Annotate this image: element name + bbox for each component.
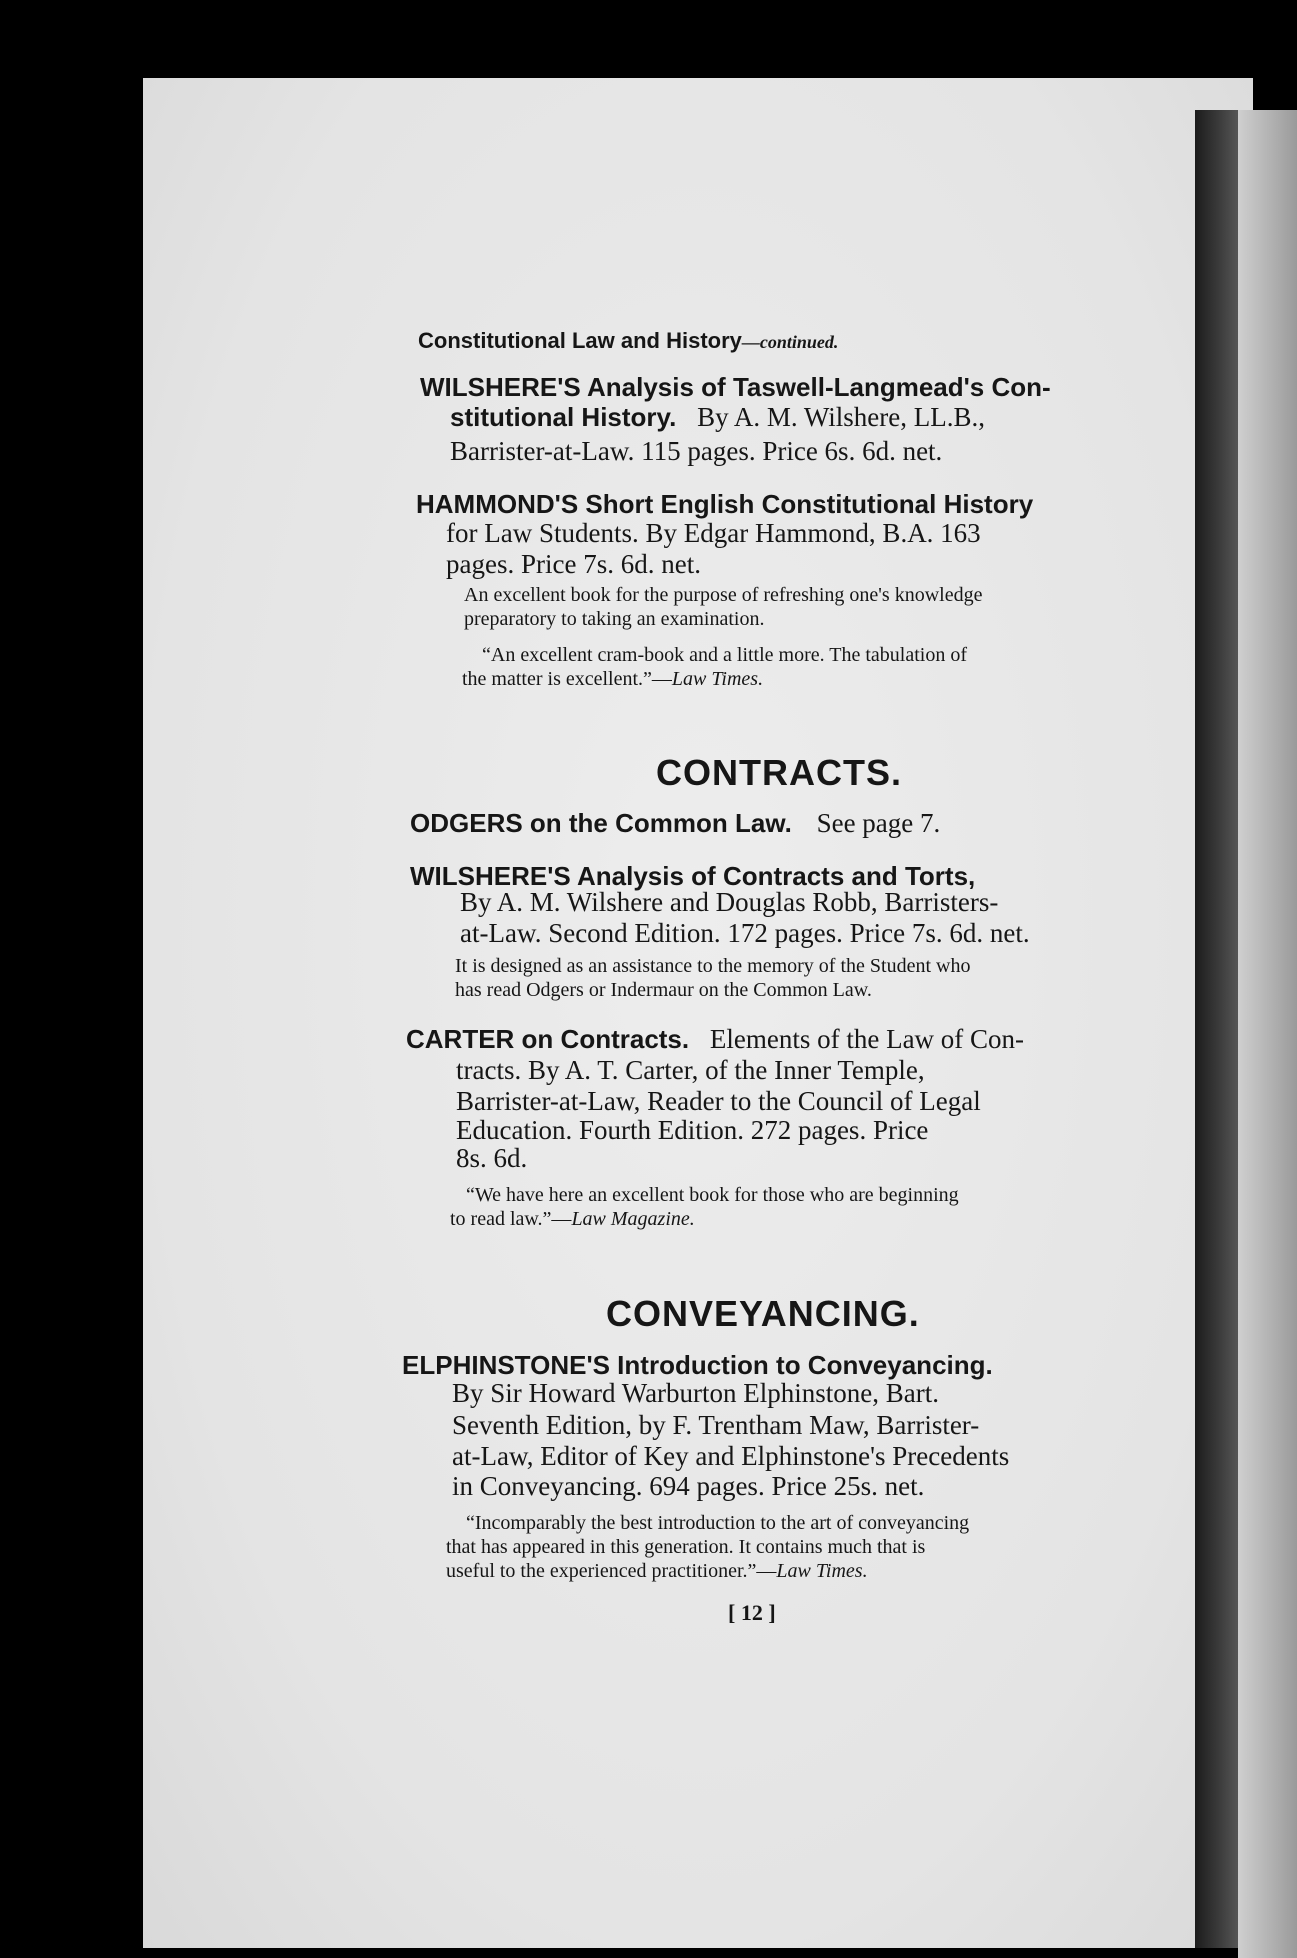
section-heading-conveyancing: CONVEYANCING.: [606, 1293, 920, 1334]
entry-line: Barrister-at-Law. 115 pages. Price 6s. 6d. net.: [450, 436, 943, 466]
entry-line: By Sir Howard Warburton Elphinstone, Bart.: [452, 1378, 940, 1408]
entry-line: Education. Fourth Edition. 272 pages. Price: [456, 1115, 929, 1145]
entry-line: By A. M. Wilshere and Douglas Robb, Barristers-: [460, 887, 999, 917]
review-source: Law Magazine.: [571, 1208, 695, 1230]
entry-line: CARTER on Contracts. Elements of the Law of Con-: [406, 1024, 1025, 1054]
entry-note: It is designed as an assistance to the memory of the Student who: [455, 955, 971, 977]
entry-line: 8s. 6d.: [456, 1143, 528, 1173]
entry-line: Seventh Edition, by F. Trentham Maw, Barrister-: [452, 1410, 980, 1440]
entry-line: stitutional History. By A. M. Wilshere, LL.B.,: [450, 402, 985, 432]
review-quote: “Incomparably the best introduction to the art of conveyancing: [466, 1512, 970, 1534]
running-head-title: Constitutional Law and History: [418, 328, 742, 353]
entry-heading: WILSHERE'S Analysis of Contracts and Torts,: [410, 861, 976, 891]
entry-heading: ODGERS on the Common Law.: [410, 808, 792, 838]
page-number: [ 12 ]: [728, 1600, 776, 1625]
entry-line: at-Law. Second Edition. 172 pages. Price 7s. 6d. net.: [460, 918, 1030, 948]
entry-line: pages. Price 7s. 6d. net.: [446, 549, 701, 579]
review-quote: “An excellent cram-book and a little more. The tabulation of: [482, 644, 968, 666]
entry-note: preparatory to taking an examination.: [464, 608, 765, 630]
review-quote: useful to the experienced practitioner.”—Law Times.: [446, 1560, 868, 1582]
review-quote: to read law.”—Law Magazine.: [450, 1208, 695, 1230]
entry-heading: CARTER on Contracts.: [406, 1024, 690, 1054]
entry-heading: WILSHERE'S Analysis of Taswell-Langmead's Con-: [420, 372, 1051, 402]
entry-heading: HAMMOND'S Short English Constitutional History: [416, 489, 1034, 519]
running-head-continued: —continued.: [741, 332, 839, 352]
section-heading-contracts: CONTRACTS.: [656, 752, 902, 793]
review-source: Law Times.: [776, 1560, 868, 1582]
entry-line: Barrister-at-Law, Reader to the Council of Legal: [456, 1086, 981, 1116]
entry-line: tracts. By A. T. Carter, of the Inner Temple,: [456, 1055, 925, 1085]
review-quote: the matter is excellent.”—Law Times.: [462, 668, 764, 690]
entry-line: for Law Students. By Edgar Hammond, B.A. 163: [446, 518, 981, 548]
entry-line: ODGERS on the Common Law. See page 7.: [410, 808, 941, 838]
review-source: Law Times.: [671, 668, 764, 690]
entry-note: has read Odgers or Indermaur on the Common Law.: [455, 979, 872, 1001]
entry-note: An excellent book for the purpose of refreshing one's knowledge: [464, 584, 983, 606]
entry-line: in Conveyancing. 694 pages. Price 25s. net.: [452, 1471, 925, 1501]
entry-title: stitutional History.: [450, 402, 677, 432]
entry-line: at-Law, Editor of Key and Elphinstone's Precedents: [452, 1441, 1010, 1471]
review-quote: that has appeared in this generation. It contains much that is: [446, 1536, 926, 1558]
review-quote: “We have here an excellent book for those who are beginning: [466, 1184, 959, 1206]
running-head: [418, 328, 838, 354]
entry-heading: ELPHINSTONE'S Introduction to Conveyancing.: [402, 1350, 993, 1380]
